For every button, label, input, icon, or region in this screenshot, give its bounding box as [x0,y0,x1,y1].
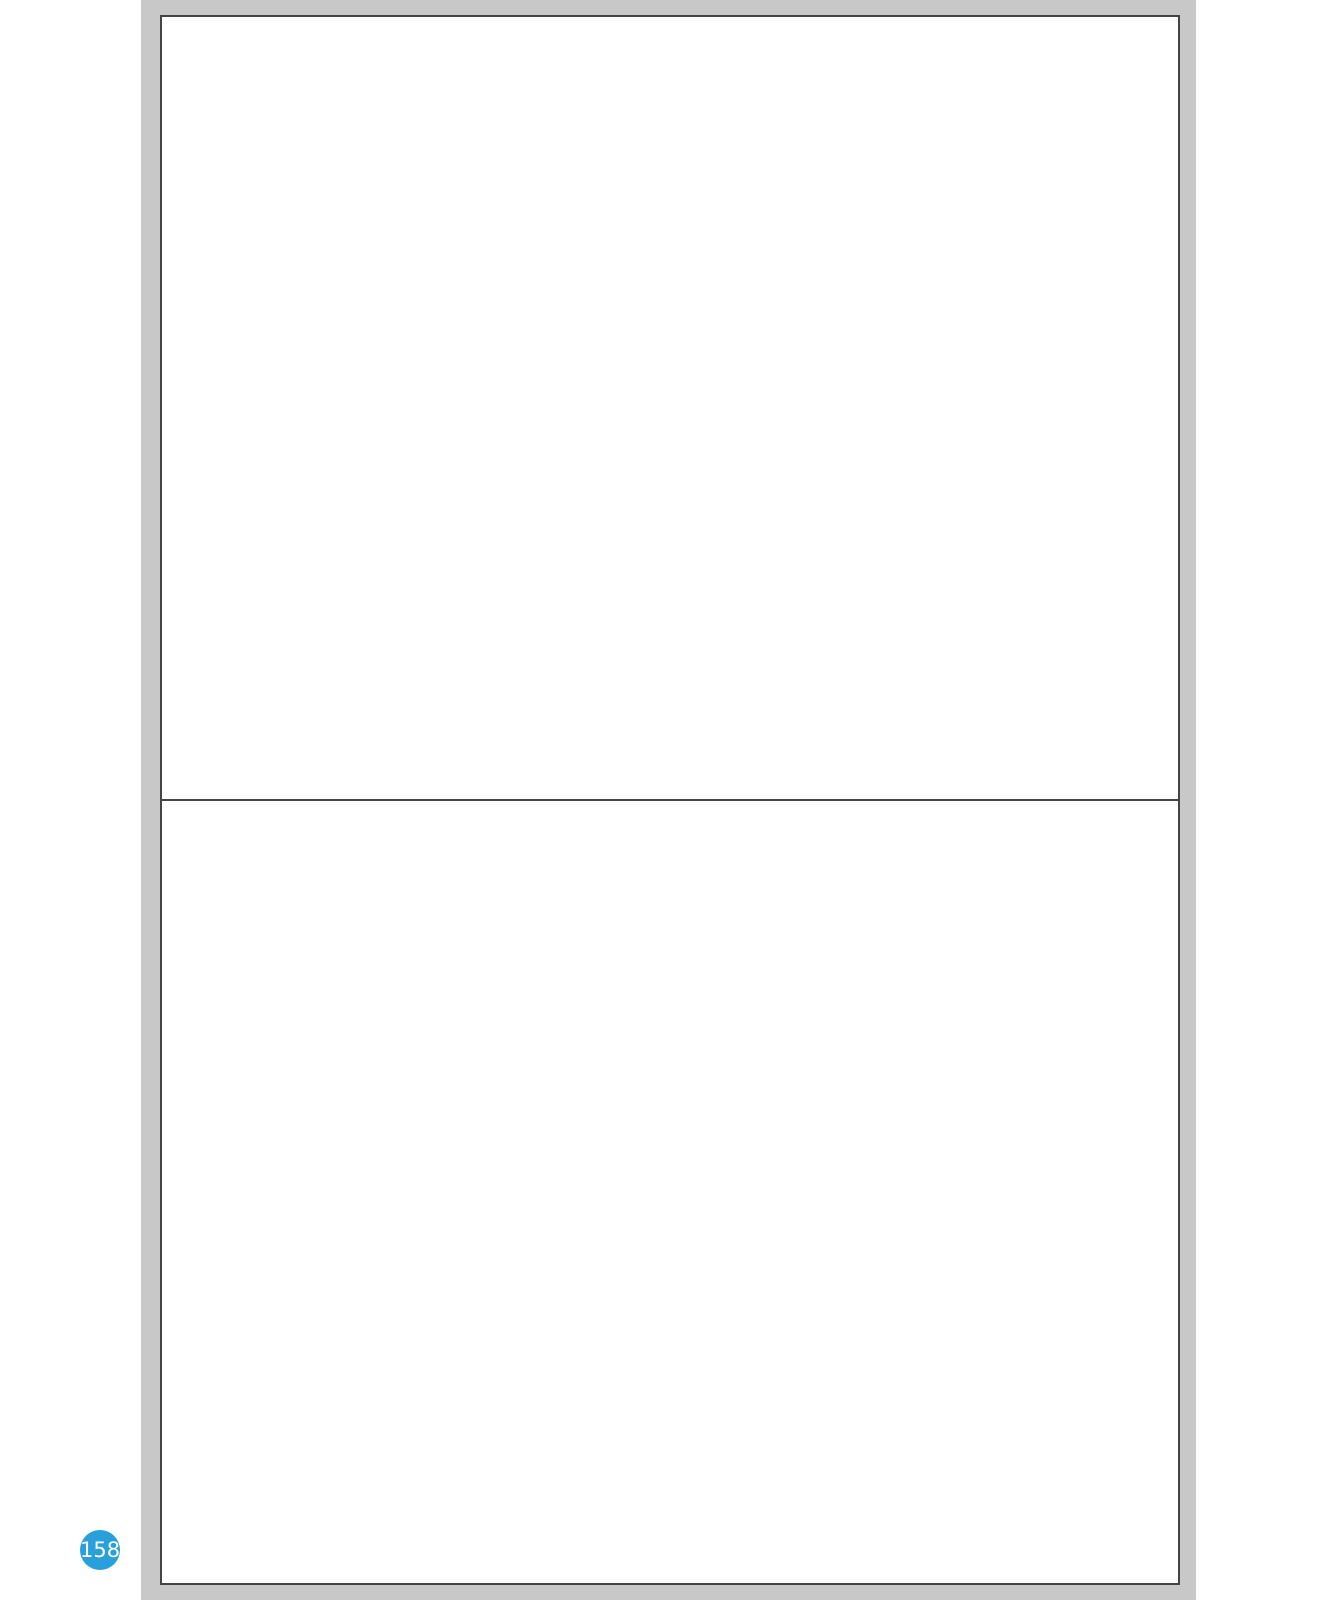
page-divider [160,799,1180,801]
page-number-badge [80,1530,120,1570]
page-number: 158 [80,1538,121,1562]
